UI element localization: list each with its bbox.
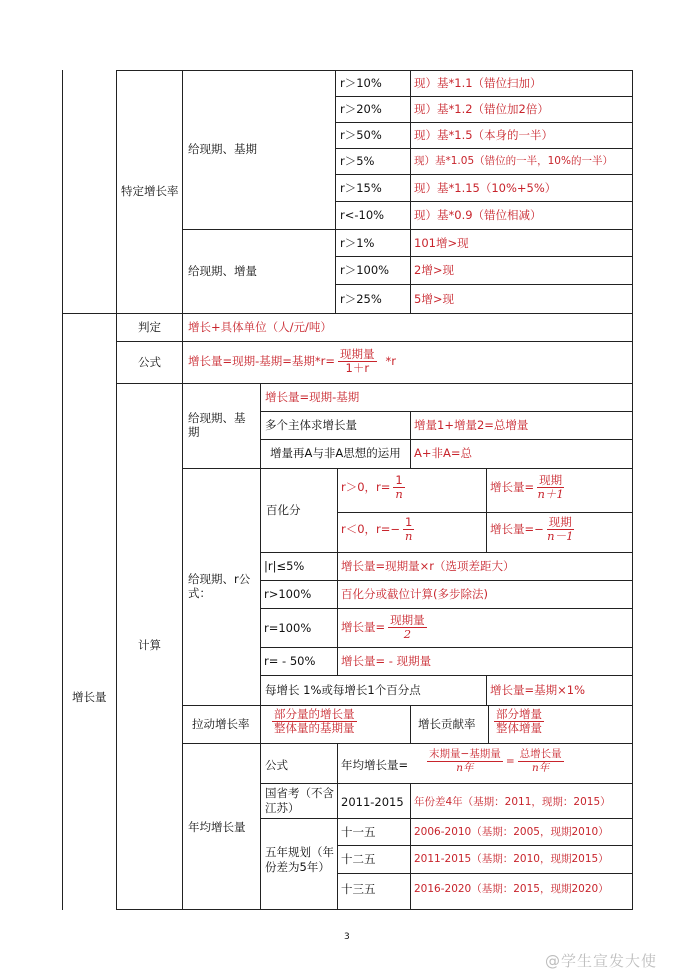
annual-growth-label: 年均增长量 (188, 820, 246, 834)
pull-rate-label: 拉动增长率 (192, 717, 250, 731)
frac-den: n (405, 529, 413, 543)
rule (62, 313, 633, 314)
specific-given-base-label: 给现期、基期 (188, 142, 257, 156)
neg-r-growth (490, 516, 577, 543)
rule (335, 122, 633, 123)
rule (182, 705, 633, 706)
rule (335, 201, 633, 202)
judge-label: 判定 (138, 320, 161, 334)
rule (260, 743, 261, 910)
frac-den: n年 (531, 762, 550, 774)
plan-note: 2011-2015（基期：2010，现期2015） (414, 853, 609, 865)
rate-formula: 现）基*0.9（错位相减） (414, 208, 542, 222)
rule (116, 909, 633, 910)
r-le-5-value: 增长量=现期量×r（选项差距大） (341, 559, 515, 573)
r100-fraction (388, 614, 427, 641)
rule (260, 647, 633, 648)
frac-num: 部分增量 (496, 707, 542, 721)
r-eq-100-value (341, 614, 430, 641)
calc-given-r-label: 给现期、r公式： (188, 572, 251, 600)
plan-note: 2006-2010（基期：2005，现期2010） (414, 826, 609, 838)
rule (337, 873, 633, 874)
rule (260, 439, 633, 440)
each-1pct-value: 增长量=基期×1% (490, 683, 586, 697)
rate-formula: 现）基*1.1（错位扫加） (414, 76, 542, 90)
annual-fraction-2 (518, 748, 564, 775)
r-eq-100-label: r=100% (264, 621, 312, 635)
rule (410, 411, 411, 468)
rate-cond: r＞20% (340, 102, 382, 116)
rule (337, 512, 633, 513)
rate-cond: r＞15% (340, 181, 382, 195)
five-year-plan-label: 五年规划（年份差为5年） (265, 845, 334, 874)
a-non-a-value: A+非A=总 (414, 446, 473, 460)
each-1pct-label: 每增长 1%或每增长1个百分点 (265, 683, 421, 697)
rate-formula: 2增>现 (414, 263, 454, 277)
annual-formula-label: 公式 (265, 758, 288, 772)
plan-name: 十二五 (341, 852, 376, 866)
plan-note: 2016-2020（基期：2015，现期2020） (414, 883, 609, 895)
formula-fraction (338, 348, 377, 375)
page-number: 3 (344, 932, 350, 942)
formula-suffix: *r (385, 354, 397, 368)
rule (337, 845, 633, 846)
r100-prefix: 增长量= (341, 620, 386, 634)
rule (335, 284, 633, 285)
pull-rate-formula (272, 708, 357, 735)
frac-den: 整体量的基期量 (274, 721, 355, 735)
rate-formula: 5增>现 (414, 292, 454, 306)
rule (182, 229, 633, 230)
r-le-5-label: |r|≤5% (264, 559, 305, 573)
neg-r-fraction (403, 516, 414, 543)
rule (116, 341, 633, 342)
rule (488, 705, 489, 743)
calc-label: 计算 (138, 638, 161, 652)
frac-num: 1 (405, 515, 413, 529)
rule (260, 468, 261, 705)
frac-num: 1 (395, 473, 403, 487)
frac-den: 2 (403, 627, 412, 641)
rule (335, 174, 633, 175)
rate-cond: r＞100% (340, 263, 390, 277)
plan-name: 十一五 (341, 825, 376, 839)
rule (337, 468, 338, 675)
rate-cond: r＞50% (340, 128, 382, 142)
rule (632, 70, 633, 910)
annual-fraction-1 (427, 748, 503, 775)
frac-num: 现期 (548, 515, 572, 529)
pos-cond-text: r＞0，r= (341, 480, 391, 494)
rule (260, 818, 633, 819)
frac-den: n－1 (547, 529, 574, 543)
frac-num: 现期 (539, 473, 563, 487)
rule (260, 675, 633, 676)
formula-label: 公式 (138, 355, 161, 369)
specific-given-growth-label: 给现期、增量 (188, 264, 257, 278)
rule (335, 148, 633, 149)
frac-num: 现期量 (390, 613, 425, 627)
rule (486, 468, 487, 552)
neg-r-cond (341, 516, 417, 543)
pos-growth-fraction (537, 474, 564, 501)
section-label-growth-amount: 增长量 (72, 690, 107, 704)
rate-cond: r＞5% (340, 154, 375, 168)
rule (260, 580, 633, 581)
frac-num: 总增长量 (519, 748, 562, 760)
contribution-rate-formula (494, 708, 544, 735)
calc-given-base-label: 给现期、基期 (188, 411, 246, 439)
rate-formula: 现）基*1.5（本身的一半） (414, 128, 554, 142)
watermark: @学生宣发大使 (545, 952, 658, 970)
pull-fraction (272, 708, 357, 735)
rule (260, 552, 633, 553)
rule (62, 70, 63, 910)
calc-base-line1: 增长量=现期-基期 (265, 390, 360, 404)
exam-label: 国省考（不含江苏） (265, 786, 334, 815)
exam-note: 年份差4年（基期：2011，现期：2015） (414, 796, 611, 808)
rate-formula: 现）基*1.2（错位加2倍） (414, 102, 549, 116)
pos-r-growth (490, 474, 567, 501)
pos-r-fraction (393, 474, 404, 501)
plan-name: 十三五 (341, 882, 376, 896)
a-non-a-label: 增量再A与非A思想的运用 (270, 446, 401, 460)
rule (182, 468, 633, 469)
pos-prefix: 增长量= (490, 480, 535, 494)
rule (260, 411, 633, 412)
rule (182, 313, 183, 383)
rate-cond: r＞10% (340, 76, 382, 90)
rule (335, 256, 633, 257)
frac-num: 末期量−基期量 (429, 748, 501, 760)
contrib-fraction (494, 708, 544, 735)
formula-num: 现期量 (340, 347, 375, 361)
rate-cond: r<-10% (340, 208, 385, 222)
neg-cond-text: r＜0，r=− (341, 522, 401, 536)
frac-den: n (395, 487, 403, 501)
frac-den: 整体增量 (496, 721, 542, 735)
rule (116, 70, 117, 910)
frac-den: n年 (456, 762, 474, 774)
rule (486, 675, 487, 705)
rule (337, 743, 338, 910)
rate-formula: 101增>现 (414, 236, 469, 250)
rate-cond: r＞25% (340, 292, 382, 306)
annual-formula (424, 748, 567, 775)
frac-den: n＋1 (537, 487, 564, 501)
r-gt-100-value: 百化分或截位计算(多步除法) (341, 587, 488, 601)
rule (335, 96, 633, 97)
r-minus-50-label: r= - 50% (264, 654, 316, 668)
neg-prefix: 增长量=− (490, 522, 544, 536)
equals-sign: = (505, 755, 515, 768)
rule (335, 70, 336, 313)
rate-formula: 现）基*1.05（错位的一半，10%的一半） (414, 155, 613, 167)
rule (182, 743, 633, 744)
r-minus-50-value: 增长量= - 现期量 (341, 654, 432, 668)
rule (260, 705, 261, 743)
r-gt-100-label: r>100% (264, 587, 312, 601)
rule (410, 705, 411, 743)
contribution-rate-label: 增长贡献率 (418, 717, 476, 731)
multi-subject-label: 多个主体求增长量 (265, 418, 357, 432)
rule (410, 783, 411, 910)
rule (182, 70, 183, 313)
annual-formula-prefix: 年均增长量= (341, 758, 409, 772)
multi-subject-value: 增量1+增量2=总增量 (414, 418, 529, 432)
percent-to-fraction-label: 百化分 (266, 503, 301, 517)
rule (116, 383, 633, 384)
rule (116, 70, 633, 71)
rule (260, 608, 633, 609)
rate-cond: r＞1% (340, 236, 375, 250)
specific-rate-label: 特定增长率 (121, 184, 179, 198)
rule (260, 383, 261, 468)
pos-r-cond (341, 474, 408, 501)
formula-content (188, 348, 396, 375)
formula-prefix: 增长量=现期-基期=基期*r= (188, 354, 336, 368)
formula-den: 1＋r (345, 361, 370, 375)
frac-num: 部分量的增长量 (274, 707, 355, 721)
judge-content: 增长+具体单位（人/元/吨） (188, 320, 332, 334)
exam-years: 2011-2015 (341, 795, 404, 809)
rate-formula: 现）基*1.15（10%+5%） (414, 181, 557, 195)
neg-growth-fraction (547, 516, 574, 543)
rule (182, 383, 183, 910)
rule (260, 783, 633, 784)
rule (410, 70, 411, 313)
